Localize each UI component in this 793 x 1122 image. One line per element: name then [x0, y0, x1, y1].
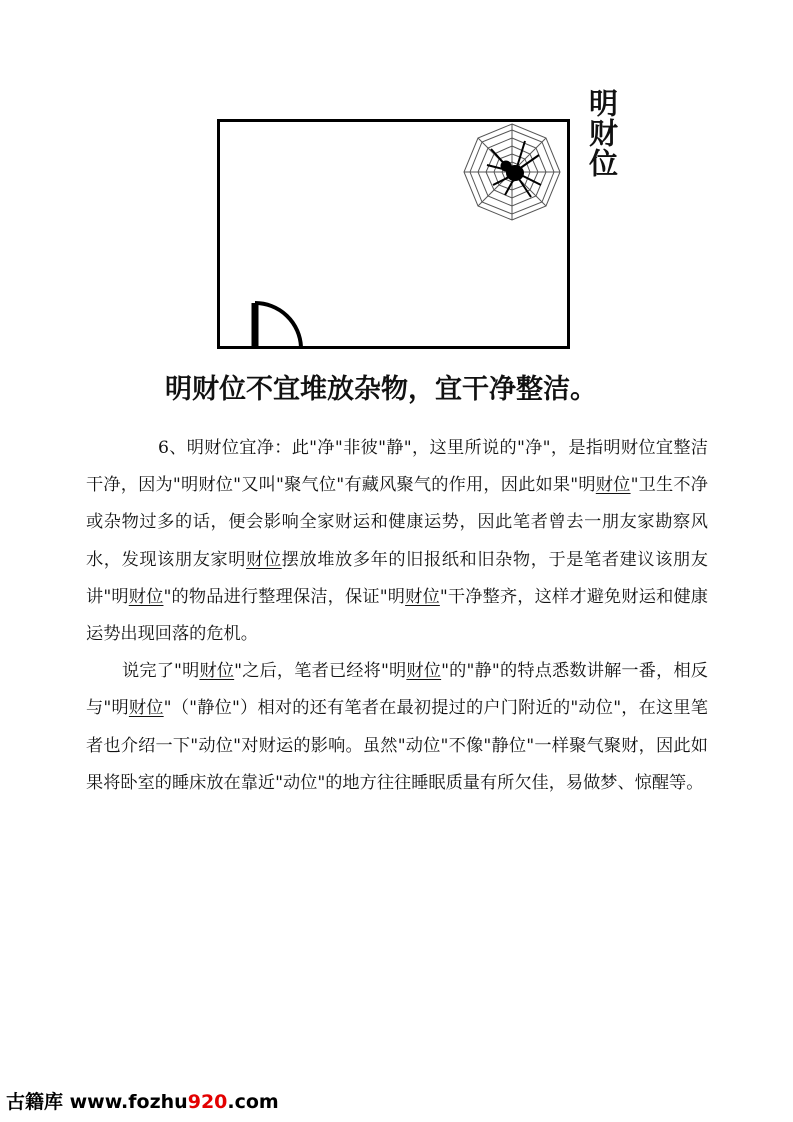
text-segment: 说完了"明: [122, 661, 200, 682]
text-segment: "之后，笔者已经将"明: [234, 661, 407, 682]
side-label: 明财位: [585, 88, 619, 178]
paragraph-2: [86, 653, 708, 802]
underlined-term: 财位: [595, 475, 631, 496]
paragraph-1: [86, 430, 708, 653]
room-diagram: [210, 85, 630, 360]
underlined-term: 财位: [128, 586, 164, 607]
text-segment: "（"静位"）相对的还有笔者在最初提过的户门附近的"动位"，在这里笔者也介绍一下"动位"对财运的影响。虽然"动位"不像"静位"一样聚气聚财，因此如果将卧室的睡床放在靠近"动位"的地方往往睡眠质量有所欠佳，易做梦、惊醒等。: [86, 698, 708, 793]
underlined-term: 财位: [128, 698, 164, 719]
site-watermark: [6, 1087, 279, 1114]
text-segment: "的"静"的特点悉数讲解一番，相反与"明: [86, 661, 708, 719]
figure-caption: 明财位不宜堆放杂物，宜干净整洁。: [165, 374, 597, 405]
text-segment: "卫生不净或杂物过多的话，便会影响全家财运和健康运势，因此笔者曾去一朋友家勘察风水，发现该朋友家明: [86, 475, 708, 570]
text-segment: 摆放堆放多年的旧报纸和旧杂物，于是笔者建议该朋友讲"明: [86, 549, 708, 607]
text-segment: "干净整齐，这样才避免财运和健康运势出现回落的危机。: [86, 586, 708, 645]
article-body: [86, 430, 708, 802]
underlined-term: 财位: [246, 549, 282, 570]
door-swing-icon: [255, 303, 301, 347]
underlined-term: 财位: [406, 661, 442, 682]
watermark-brand: 古籍库 www.fozhu: [6, 1091, 188, 1113]
underlined-term: 财位: [405, 586, 440, 607]
room-outline: [210, 85, 630, 360]
watermark-digits: 920: [187, 1091, 228, 1113]
underlined-term: 财位: [199, 661, 235, 682]
text-segment: 6、明财位宜净：此"净"非彼"静"，这里所说的"净"，是指明财位宜整洁干净，因为"明财位"又叫"聚气位"有藏风聚气的作用，因此如果"明: [86, 438, 708, 496]
room-wall: [219, 121, 569, 348]
text-segment: "的物品进行整理保洁，保证"明: [163, 586, 406, 607]
watermark-suffix: .com: [227, 1091, 279, 1113]
